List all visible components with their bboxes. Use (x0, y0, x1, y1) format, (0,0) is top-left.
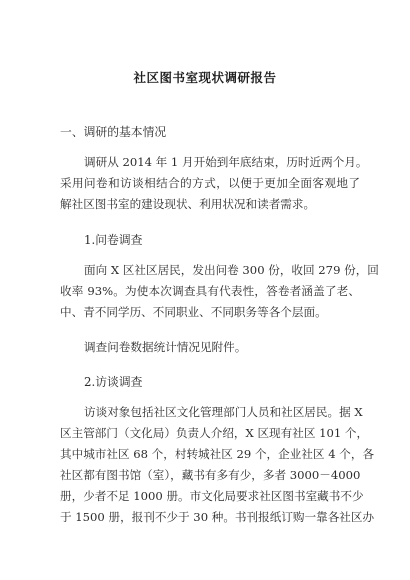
paragraph-line: 其中城市社区 68 个，村转城社区 29 个，企业社区 4 个，各 (60, 447, 375, 461)
subsection-heading: 1.问卷调查 (84, 233, 143, 247)
paragraph-line: 调查问卷数据统计情况见附件。 (84, 340, 247, 354)
document-title: 社区图书室现状调研报告 (133, 70, 277, 85)
paragraph-line: 中、青不同学历、不同职业、不同职务等各个层面。 (60, 305, 327, 319)
section-heading: 一、调研的基本情况 (60, 125, 167, 139)
paragraph-line: 采用问卷和访谈相结合的方式，以便于更加全面客观地了 (60, 176, 360, 190)
paragraph-line: 面向 X 区社区居民，发出问卷 300 份，收回 279 份，回 (84, 263, 379, 277)
paragraph-line: 册，少者不足 1000 册。市文化局要求社区图书室藏书不少 (60, 489, 364, 503)
subsection-heading: 2.访谈调查 (84, 375, 143, 389)
paragraph-line: 访谈对象包括社区文化管理部门人员和社区居民。据 X (84, 405, 363, 419)
paragraph-line: 于 1500 册，报刊不少于 30 种。书刊报纸订购一靠各社区办 (60, 510, 375, 524)
paragraph-line: 调研从 2014 年 1 月开始到年底结束，历时近两个月。 (84, 155, 368, 169)
paragraph-line: 解社区图书室的建设现状、利用状况和读者需求。 (60, 197, 316, 211)
paragraph-line: 收率 93%。为使本次调查具有代表性，答卷者涵盖了老、 (60, 284, 360, 298)
paragraph-line: 社区都有图书馆（室），藏书有多有少，多者 3000－4000 (60, 468, 361, 482)
paragraph-line: 区主管部门（文化局）负责人介绍，X 区现有社区 101 个， (60, 426, 369, 440)
